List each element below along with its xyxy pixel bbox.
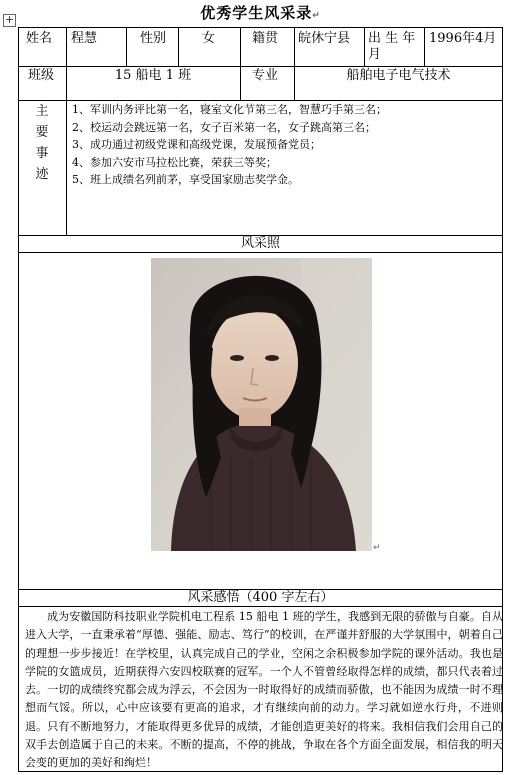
achievement-item: 1、军训内务评比第一名，寝室文化节第三名，智慧巧手第三名；	[72, 103, 387, 116]
birth-label: 出 生 年 月	[368, 31, 416, 62]
essay-body: 成为安徽国防科技职业学院机电工程系 15 船电 1 班的学生，我感到无限的骄傲与自豪。自从进入大学，一直秉承着“厚德、强能、励志、笃行”的校训，在严谨并舒服的大学氛围中，朝着自己的理想一步步接近！在学校里，认真完成自己的学业，空闲之余积极参加学院的课外活动。我也是学院的女篮成员，近期获得六安四校联赛的冠军。一个人不管曾经取得怎样的成绩，都只代表着过去。一切的成绩终究都会成为浮云，不会因为一时取得好的成绩而骄傲，也不能因为成绩一时不理想而气馁。所以，心中应该要有更高的追求，才有继续向前的动力。学习就如逆水行舟，不进则退。只有不断地努力，才能取得更多优异的成绩，才能创造更美好的将来。我相信我们会用自己的双手去创造属于自己的未来。不断的提高，不停的挑战，争取在各个方面全面发展，相信我的明天会变的更加的美好和绚烂！	[25, 610, 503, 770]
achievement-item: 2、校运动会跳远第一名，女子百米第一名，女子跳高第三名；	[72, 120, 376, 134]
col-divider	[126, 27, 127, 66]
row-divider	[18, 252, 503, 253]
col-divider	[178, 27, 179, 66]
birth-value: 1996年4月	[429, 31, 497, 46]
origin-value: 皖休宁县	[298, 31, 351, 46]
achievements-label: 主要事迹	[35, 104, 49, 182]
col-divider	[364, 27, 365, 66]
achievement-item: 3、成功通过初级党课和高级党课，发展预备党员；	[72, 138, 321, 151]
col-divider	[240, 27, 241, 66]
col-divider	[294, 27, 295, 66]
photo-section-label: 风采照	[240, 236, 280, 251]
paragraph-mark-icon: ↵	[373, 543, 381, 553]
essay-section-label: 风采感悟（400 字左右）	[187, 590, 334, 605]
gender-label: 性别	[140, 31, 167, 46]
name-label: 姓名	[26, 31, 53, 46]
achievement-item: 4、参加六安市马拉松比赛，荣获三等奖；	[72, 155, 277, 169]
achievement-item: 5、班上成绩名列前茅，享受国家励志奖学金。	[72, 173, 299, 186]
row-divider	[18, 66, 503, 67]
gender-value: 女	[202, 31, 216, 46]
col-divider	[424, 27, 425, 66]
major-value: 船舶电子电气技术	[346, 68, 451, 83]
class-value: 15 船电 1 班	[114, 68, 192, 83]
col-divider	[240, 66, 241, 100]
row-divider	[18, 606, 503, 607]
col-divider	[66, 100, 67, 235]
name-value: 程慧	[71, 31, 98, 46]
achievements-list	[72, 101, 387, 189]
major-label: 专业	[252, 68, 279, 83]
origin-label: 籍贯	[252, 31, 279, 46]
table-move-handle-icon[interactable]: +	[4, 13, 15, 26]
student-photo	[151, 258, 372, 551]
page-title: 优秀学生风采录↵	[200, 4, 321, 22]
col-divider	[66, 27, 67, 66]
class-label: 班级	[28, 68, 55, 83]
portrait-image	[151, 258, 372, 551]
